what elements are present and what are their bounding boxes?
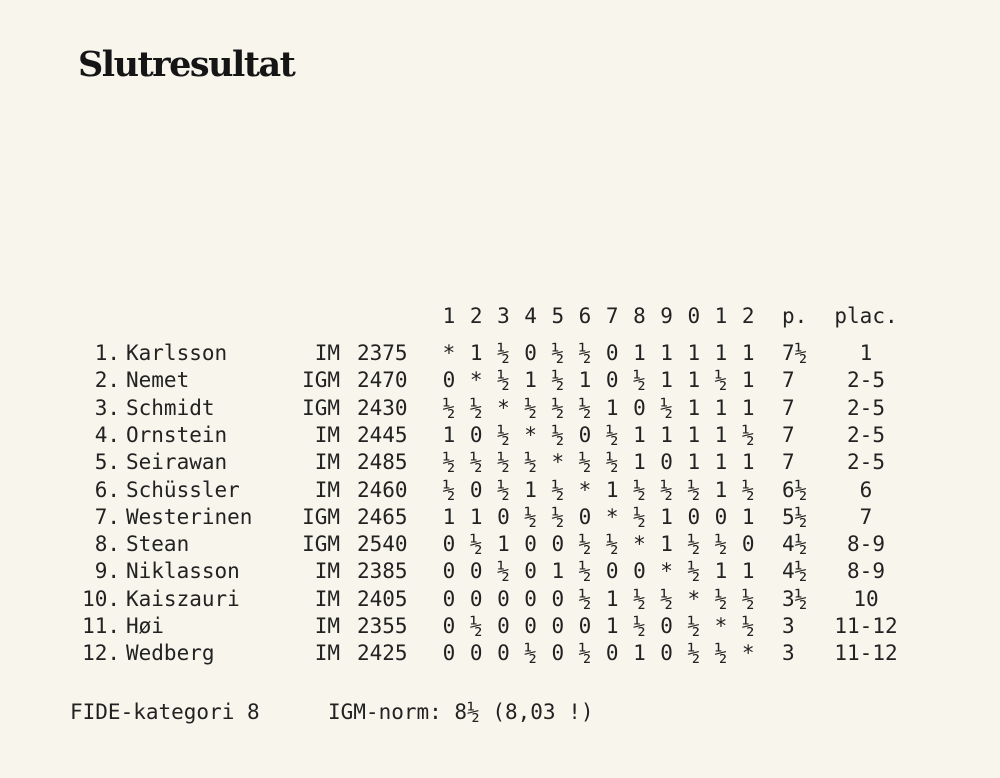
game-result: 0	[497, 614, 510, 638]
game-result: *	[687, 586, 701, 611]
game-result: *	[633, 532, 646, 557]
player-name: Schüssler	[126, 477, 240, 502]
game-result: *	[524, 422, 537, 447]
game-result: *	[605, 504, 619, 529]
game-result: *	[741, 641, 755, 666]
player-place: 8-9	[847, 559, 885, 584]
game-result: ½	[469, 450, 483, 475]
player-name: Stean	[126, 532, 190, 557]
player-name: Ornstein	[126, 422, 228, 447]
column-header: 0	[687, 304, 701, 328]
game-result: 1	[442, 422, 456, 447]
game-result: 1	[741, 341, 755, 365]
game-result: ½	[714, 641, 728, 666]
player-name: Wedberg	[126, 641, 215, 666]
column-header: 3	[497, 304, 510, 328]
game-result: ½	[442, 477, 456, 502]
player-rank: 6.	[94, 477, 120, 502]
player-points: 4½	[782, 559, 808, 584]
game-result: 1	[741, 368, 755, 393]
game-result: 1	[605, 395, 619, 420]
game-result: 0	[442, 641, 456, 666]
game-result: 0	[442, 368, 456, 393]
player-place: 6	[859, 477, 873, 502]
player-name: Schmidt	[126, 395, 215, 420]
player-rating: 2540	[357, 532, 408, 557]
player-rank: 10.	[82, 586, 120, 611]
game-result: 0	[687, 504, 701, 529]
game-result: 0	[551, 641, 565, 666]
player-rating: 2355	[357, 614, 408, 638]
game-result: ½	[714, 532, 728, 557]
game-result: 1	[633, 341, 646, 365]
player-points: 7	[782, 395, 795, 420]
game-result: 0	[551, 586, 565, 611]
points-header: p.	[782, 304, 808, 328]
game-result: 1	[524, 477, 537, 502]
column-header: 9	[660, 304, 673, 328]
player-name: Kaiszauri	[126, 586, 240, 611]
game-result: 1	[687, 395, 701, 420]
game-result: 1	[442, 504, 456, 529]
player-title: IM	[314, 586, 340, 611]
column-header: 2	[469, 304, 483, 328]
game-result: 0	[551, 532, 565, 557]
game-result: 0	[578, 504, 592, 529]
game-result: ½	[578, 395, 592, 420]
game-result: 1	[605, 614, 619, 638]
game-result: ½	[633, 504, 646, 529]
game-result: ½	[551, 368, 565, 393]
game-result: 0	[551, 614, 565, 638]
player-place: 11-12	[834, 614, 898, 638]
player-rank: 8.	[94, 532, 120, 557]
game-result: 1	[633, 641, 646, 666]
player-place: 11-12	[834, 641, 898, 666]
game-result: 0	[524, 532, 537, 557]
game-result: 0	[469, 422, 483, 447]
game-result: 1	[633, 422, 646, 447]
player-place: 10	[853, 586, 879, 611]
player-title: IGM	[302, 395, 340, 420]
game-result: *	[660, 559, 673, 584]
game-result: *	[714, 614, 728, 638]
column-header: 2	[741, 304, 755, 328]
game-result: 1	[687, 450, 701, 475]
game-result: 1	[524, 368, 537, 393]
game-result: ½	[442, 395, 456, 420]
player-rating: 2385	[357, 559, 408, 584]
player-rank: 4.	[94, 422, 120, 447]
game-result: ½	[605, 422, 619, 447]
player-name: Karlsson	[126, 341, 228, 365]
game-result: 0	[605, 341, 619, 365]
game-result: 1	[660, 422, 673, 447]
game-result: ½	[578, 559, 592, 584]
player-rating: 2405	[357, 586, 408, 611]
column-header: 6	[578, 304, 592, 328]
player-place: 8-9	[847, 532, 885, 557]
game-result: 0	[469, 559, 483, 584]
game-result: 0	[578, 614, 592, 638]
game-result: 0	[660, 641, 673, 666]
game-result: 1	[741, 450, 755, 475]
player-points: 7	[782, 450, 795, 475]
game-result: ½	[687, 614, 701, 638]
game-result: 1	[714, 559, 728, 584]
game-result: 0	[524, 341, 537, 365]
player-rank: 5.	[94, 450, 120, 475]
game-result: 1	[714, 450, 728, 475]
game-result: ½	[633, 586, 646, 611]
game-result: 0	[497, 586, 510, 611]
game-result: 1	[660, 504, 673, 529]
game-result: 1	[714, 422, 728, 447]
game-result: ½	[741, 586, 755, 611]
column-header: 1	[442, 304, 456, 328]
player-rank: 2.	[94, 368, 120, 393]
game-result: 1	[714, 477, 728, 502]
player-title: IM	[314, 341, 340, 365]
game-result: ½	[578, 532, 592, 557]
game-result: ½	[497, 477, 510, 502]
player-points: 6½	[782, 477, 808, 502]
column-header: 4	[524, 304, 537, 328]
game-result: ½	[687, 532, 701, 557]
game-result: 1	[660, 341, 673, 365]
player-rating: 2445	[357, 422, 408, 447]
game-result: 1	[660, 532, 673, 557]
player-points: 7½	[782, 341, 808, 365]
game-result: ½	[660, 477, 673, 502]
game-result: ½	[741, 477, 755, 502]
game-result: 1	[551, 559, 565, 584]
game-result: ½	[524, 504, 537, 529]
player-points: 3	[782, 614, 795, 638]
igm-norm: IGM-norm: 8½ (8,03 !)	[328, 700, 594, 724]
game-result: 1	[633, 450, 646, 475]
player-rating: 2470	[357, 368, 408, 393]
game-result: 0	[497, 504, 510, 529]
game-result: 1	[497, 532, 510, 557]
player-title: IM	[314, 422, 340, 447]
player-name: Høi	[126, 614, 164, 638]
player-points: 3½	[782, 586, 808, 611]
player-place: 2-5	[847, 368, 885, 393]
game-result: 0	[524, 614, 537, 638]
game-result: 1	[469, 504, 483, 529]
game-result: 0	[469, 641, 483, 666]
game-result: 0	[741, 532, 755, 557]
game-result: ½	[551, 504, 565, 529]
game-result: ½	[551, 395, 565, 420]
game-result: 1	[741, 395, 755, 420]
game-result: ½	[633, 368, 646, 393]
game-result: ½	[524, 395, 537, 420]
player-rank: 9.	[94, 559, 120, 584]
game-result: 0	[442, 532, 456, 557]
game-result: 1	[578, 368, 592, 393]
game-result: ½	[442, 450, 456, 475]
game-result: 0	[442, 614, 456, 638]
column-header: 1	[714, 304, 728, 328]
game-result: *	[497, 395, 510, 420]
game-result: 0	[469, 477, 483, 502]
game-result: ½	[551, 422, 565, 447]
player-rating: 2430	[357, 395, 408, 420]
game-result: 1	[687, 368, 701, 393]
player-place: 2-5	[847, 422, 885, 447]
player-rating: 2375	[357, 341, 408, 365]
game-result: 1	[714, 341, 728, 365]
game-result: 0	[524, 586, 537, 611]
player-title: IM	[314, 477, 340, 502]
column-header: 5	[551, 304, 565, 328]
player-name: Westerinen	[126, 504, 253, 529]
player-points: 3	[782, 641, 795, 666]
game-result: 0	[442, 586, 456, 611]
game-result: *	[469, 368, 483, 393]
game-result: ½	[497, 559, 510, 584]
game-result: ½	[605, 450, 619, 475]
player-rank: 11.	[82, 614, 120, 638]
player-rating: 2485	[357, 450, 408, 475]
page-title: Slutresultat	[78, 44, 295, 85]
game-result: ½	[741, 422, 755, 447]
game-result: ½	[469, 395, 483, 420]
game-result: ½	[660, 395, 673, 420]
player-place: 2-5	[847, 395, 885, 420]
game-result: ½	[687, 477, 701, 502]
game-result: ½	[578, 450, 592, 475]
game-result: 1	[687, 341, 701, 365]
player-rating: 2460	[357, 477, 408, 502]
game-result: 0	[605, 641, 619, 666]
game-result: 1	[741, 559, 755, 584]
game-result: 1	[741, 504, 755, 529]
player-name: Nemet	[126, 368, 190, 393]
player-points: 4½	[782, 532, 808, 557]
game-result: 0	[442, 559, 456, 584]
column-header: 8	[633, 304, 646, 328]
game-result: ½	[687, 641, 701, 666]
game-result: ½	[660, 586, 673, 611]
game-result: ½	[497, 368, 510, 393]
player-place: 7	[859, 504, 873, 529]
game-result: 0	[469, 586, 483, 611]
game-result: 0	[524, 559, 537, 584]
player-rank: 7.	[94, 504, 120, 529]
player-rank: 3.	[94, 395, 120, 420]
game-result: 0	[660, 450, 673, 475]
game-result: ½	[741, 614, 755, 638]
player-place: 1	[859, 341, 873, 365]
game-result: 0	[497, 641, 510, 666]
game-result: ½	[497, 450, 510, 475]
game-result: 1	[605, 477, 619, 502]
player-rating: 2465	[357, 504, 408, 529]
game-result: ½	[497, 422, 510, 447]
game-result: ½	[578, 341, 592, 365]
game-result: 1	[687, 422, 701, 447]
game-result: 0	[633, 395, 646, 420]
player-title: IGM	[302, 504, 340, 529]
fide-category: FIDE-kategori 8	[70, 700, 260, 724]
game-result: ½	[633, 614, 646, 638]
player-title: IGM	[302, 368, 340, 393]
game-result: 0	[605, 559, 619, 584]
game-result: 0	[660, 614, 673, 638]
place-header: plac.	[834, 304, 898, 328]
player-rating: 2425	[357, 641, 408, 666]
game-result: *	[551, 450, 565, 475]
player-rank: 1.	[94, 341, 120, 365]
player-points: 5½	[782, 504, 808, 529]
game-result: 1	[605, 586, 619, 611]
player-rank: 12.	[82, 641, 120, 666]
game-result: ½	[469, 614, 483, 638]
game-result: ½	[714, 586, 728, 611]
game-result: ½	[524, 450, 537, 475]
player-points: 7	[782, 422, 795, 447]
game-result: ½	[633, 477, 646, 502]
game-result: ½	[605, 532, 619, 557]
game-result: ½	[524, 641, 537, 666]
player-title: IM	[314, 641, 340, 666]
game-result: 1	[469, 341, 483, 365]
game-result: *	[578, 477, 592, 502]
game-result: 0	[578, 422, 592, 447]
player-title: IM	[314, 614, 340, 638]
player-title: IM	[314, 450, 340, 475]
game-result: *	[442, 341, 456, 365]
player-name: Niklasson	[126, 559, 240, 584]
game-result: ½	[687, 559, 701, 584]
game-result: ½	[551, 477, 565, 502]
game-result: 0	[714, 504, 728, 529]
game-result: ½	[551, 341, 565, 365]
player-place: 2-5	[847, 450, 885, 475]
player-name: Seirawan	[126, 450, 228, 475]
player-points: 7	[782, 368, 795, 393]
game-result: 1	[714, 395, 728, 420]
player-title: IGM	[302, 532, 340, 557]
game-result: ½	[578, 641, 592, 666]
game-result: ½	[578, 586, 592, 611]
player-title: IM	[314, 559, 340, 584]
column-header: 7	[605, 304, 619, 328]
game-result: 1	[660, 368, 673, 393]
game-result: 0	[605, 368, 619, 393]
game-result: ½	[497, 341, 510, 365]
game-result: ½	[714, 368, 728, 393]
game-result: 0	[633, 559, 646, 584]
game-result: ½	[469, 532, 483, 557]
